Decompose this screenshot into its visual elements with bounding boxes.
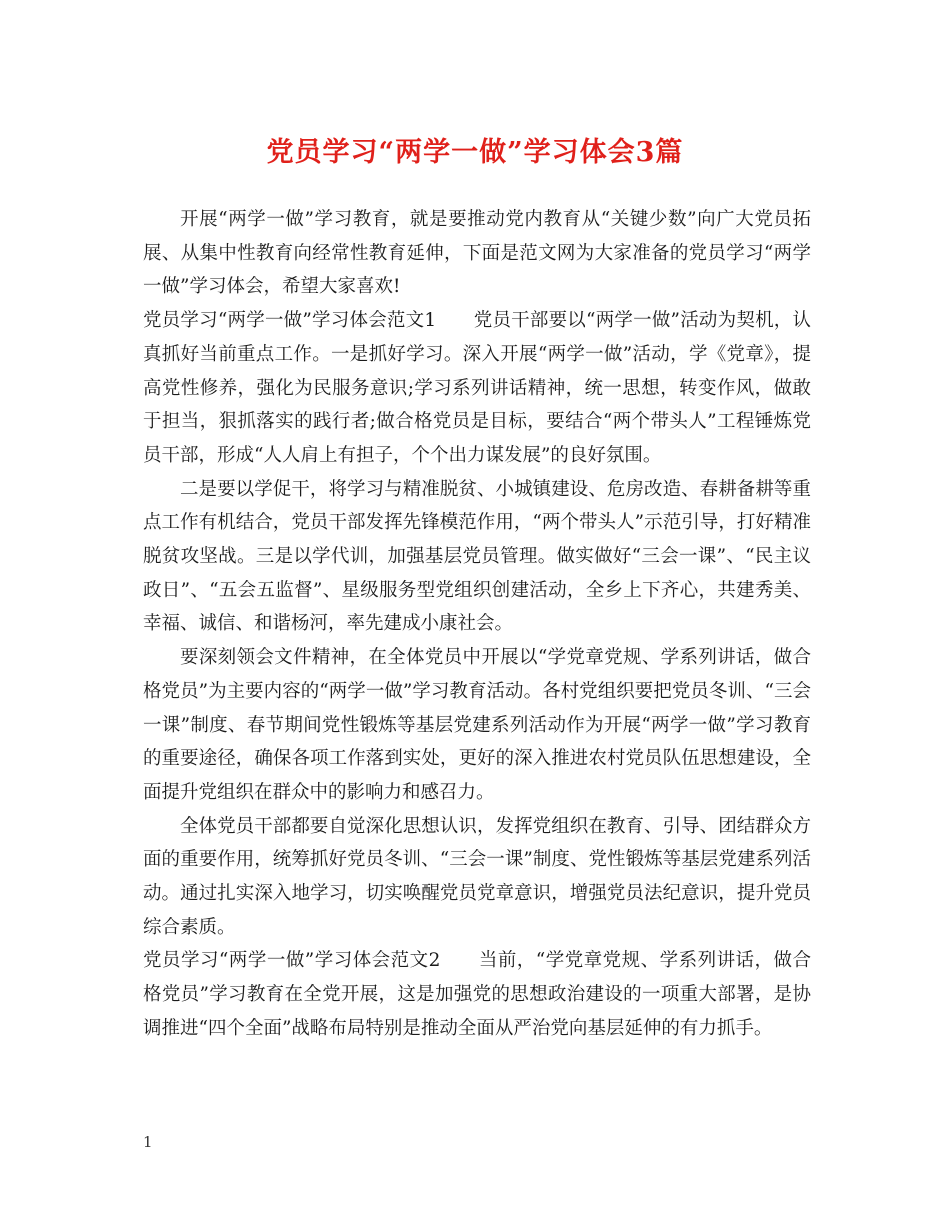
paragraph-sample-1-part-2: 二是要以学促干，将学习与精准脱贫、小城镇建设、危房改造、春耕备耕等重点工作有机结合，党员干部发挥先锋模范作用，“两个带头人”示范引导，打好精准脱贫攻坚战。三是以学代训，加强基层党员管理。做实做好“三会一课”、“民主议政日”、“五会五监督”、星级服务型党组织创建活动，全乡上下齐心，共建秀美、幸福、诚信、和谐杨河，率先建成小康社会。 (143, 478, 811, 635)
page-number: 1 (143, 1133, 153, 1151)
paragraph-intro: 开展“两学一做”学习教育，就是要推动党内教育从“关键少数”向广大党员拓展、从集中性教育向经常性教育延伸，下面是范文网为大家准备的党员学习“两学一做”学习体会，希望大家喜欢! (143, 209, 811, 298)
document-body (143, 203, 811, 1046)
paragraph-sample-1-heading: 党员学习“两学一做”学习体会范文1 党员干部要以“两学一做”活动为契机，认真抓好当前重点工作。一是抓好学习。深入开展“两学一做”活动，学《党章》，提高党性修养，强化为民服务意识;学习系列讲话精神，统一思想，转变作风，做敢于担当，狠抓落实的践行者;做合格党员是目标，要结合“两个带头人”工程锤炼党员干部，形成“人人肩上有担子，个个出力谋发展”的良好氛围。 (143, 310, 811, 466)
paragraph-sample-1-part-3: 要深刻领会文件精神，在全体党员中开展以“学党章党规、学系列讲话，做合格党员”为主要内容的“两学一做”学习教育活动。各村党组织要把党员冬训、“三会一课”制度、春节期间党性锻炼等基层党建系列活动作为开展“两学一做”学习教育的重要途径，确保各项工作落到实处，更好的深入推进农村党员队伍思想建设，全面提升党组织在群众中的影响力和感召力。 (143, 647, 811, 803)
paragraph-sample-2-heading: 党员学习“两学一做”学习体会范文2 当前，“学党章党规、学系列讲话，做合格党员”学习教育在全党开展，这是加强党的思想政治建设的一项重大部署，是协调推进“四个全面”战略布局特别是推动全面从严治党向基层延伸的有力抓手。 (143, 950, 811, 1039)
document-title: 党员学习“两学一做”学习体会3篇 (266, 137, 684, 168)
paragraph-sample-1-part-4: 全体党员干部都要自觉深化思想认识，发挥党组织在教育、引导、团结群众方面的重要作用，统筹抓好党员冬训、“三会一课”制度、党性锻炼等基层党建系列活动。通过扎实深入地学习，切实唤醒党员党章意识，增强党员法纪意识，提升党员综合素质。 (143, 815, 811, 938)
